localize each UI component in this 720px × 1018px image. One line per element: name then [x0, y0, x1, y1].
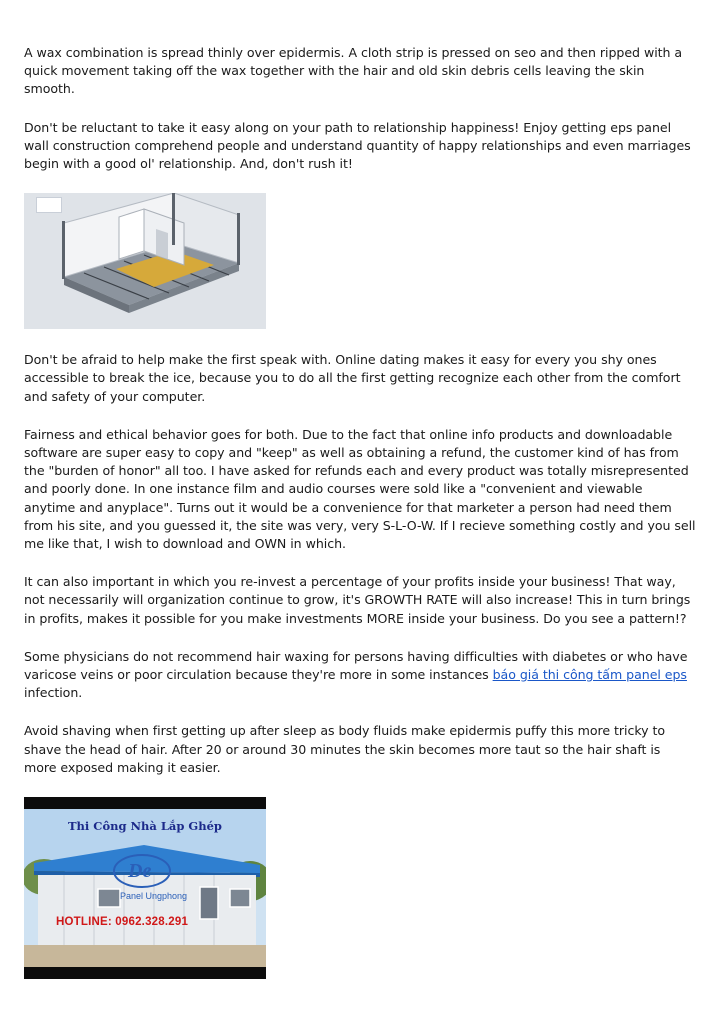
paragraph-wax: A wax combination is spread thinly over epidermis. A cloth strip is pressed on seo and then ripped with a quick movement taking off the wax together with the hair and old skin debris cells leaving the skin smooth.	[24, 45, 683, 97]
paragraph-physicians	[24, 648, 696, 703]
paragraph-physicians-text: Some physicians do not recommend hair waxing for persons having difficulties with diabetes or who have varicose veins or poor circulation because they're more in some instances	[24, 648, 688, 683]
paragraph-physicians-tail: infection.	[24, 685, 83, 701]
paragraph-reinvest: It can also important in which you re-invest a percentage of your profits inside your business! That way, not necessarily will organization continue to grow, it's GROWTH RATE will also increase! This in turn brings in profits, makes it possible for you make investments MORE inside your business. Do you see a pattern!?	[24, 574, 691, 626]
paragraph-shaving: Avoid shaving when first getting up after sleep as body fluids make epidermis puffy this more tricky to shave the head of hair. After 20 or around 30 minutes the skin becomes more taut so the hair shaft is more exposed making it easier.	[24, 723, 666, 775]
photo-hotline-caption: HOTLINE: 0962.328.291	[56, 916, 189, 929]
article-body	[24, 44, 696, 979]
paragraph-relationship: Don't be reluctant to take it easy along on your path to relationship happiness! Enjoy getting eps panel wall construction comprehend people and understand quantity of happy relationships and even marriages begin with a good ol' relationship. And, don't rush it!	[24, 119, 691, 172]
paragraph-online-dating: Don't be afraid to help make the first speak with. Online dating makes it easy for every you shy ones accessible to break the ice, because you to do all the first getting recognize each other from the comfort and safety of your computer.	[24, 352, 681, 404]
prefab-house-photo	[24, 797, 266, 979]
photo-title-caption: Thi Công Nhà Lắp Ghép	[68, 819, 222, 834]
panel-house-illustration	[24, 193, 266, 329]
photo-brand-caption: Panel Ungphong	[120, 891, 188, 902]
panel-house-diagram-image	[24, 193, 266, 329]
panel-eps-price-link[interactable]: báo giá thi công tấm panel eps	[492, 667, 687, 683]
paragraph-fairness: Fairness and ethical behavior goes for both. Due to the fact that online info products and downloadable software are super easy to copy and "keep" as well as obtaining a refund, the customer kind of has from the "burden of honor" all too. I have asked for refunds each and every product was totally misrepresented and poorly done. In one instance film and audio courses were sold like a "convenient and viewable anytime and anyplace". Turns out it would be a convenience for that marketer a person had need them from his site, and you guessed it, the site was very, very S-L-O-W. If I recieve something costly and you sell me like that, I wish to download and OWN in which.	[24, 426, 696, 552]
svg-text:De: De	[128, 860, 152, 883]
company-logo	[36, 197, 62, 213]
